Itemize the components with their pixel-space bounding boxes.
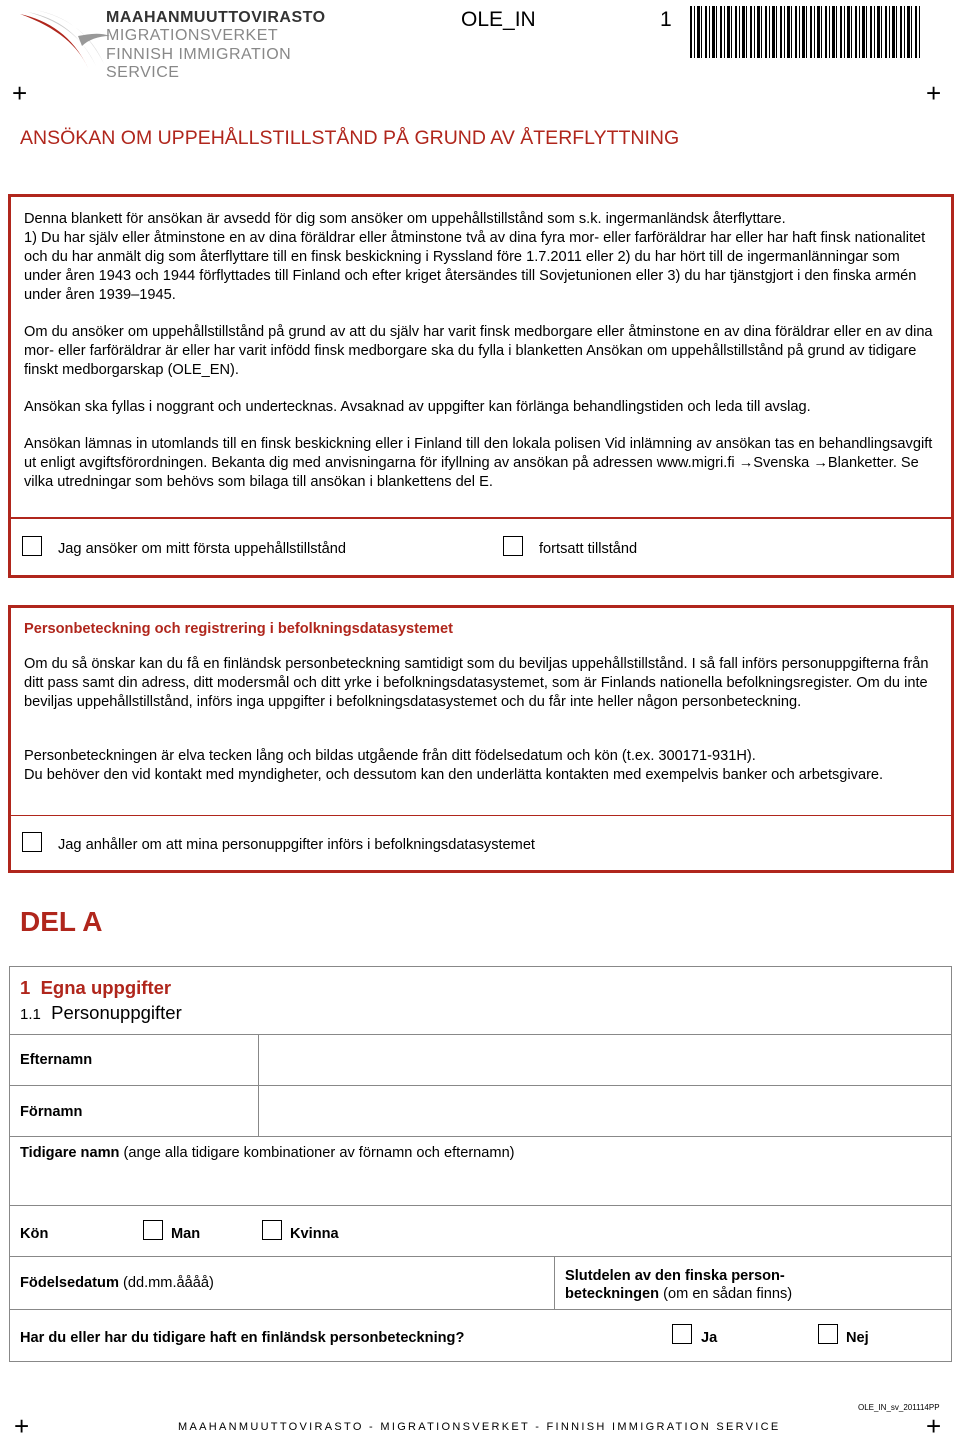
arrow-icon: →	[738, 455, 754, 471]
intro-paragraph: Ansökan ska fyllas i noggrant och undertecknas. Avsaknad av uppgifter kan förlänga behandlingstiden och leda till avslag.	[24, 399, 811, 415]
section-title: 1 Egna uppgifter	[20, 977, 172, 998]
first-name-label: Förnamn	[20, 1104, 83, 1120]
male-label: Man	[171, 1226, 201, 1242]
surname-input[interactable]	[260, 1036, 950, 1084]
barcode	[690, 6, 920, 58]
org-name-en: FINNISH IMMIGRATION SERVICE	[106, 46, 292, 81]
crop-mark-icon: +	[14, 1411, 30, 1441]
intro-paragraph: Denna blankett för ansökan är avsedd för dig som ansöker om uppehållstillstånd som s.k. ingermanländsk återflyttare. 1) Du har själv eller åtminstone en av dina föräldrar eller åtminstone två av dina fyra mor- eller farföräldrar har eller har haft finsk nationalitet och du har anmält dig som återflyttare till en finsk beskickning i Ryssland före 1.7.2011 eller 2) du har hört till de ingermanlänningar som under åren 1943 och 1944 förflyttades till Finland och efter kriget återsändes till Sovjetunionen eller 3) du har tjänstgjort i den finska armén under åren 1939–1945.	[24, 211, 926, 303]
had-pid-no-checkbox[interactable]	[818, 1324, 838, 1344]
footer-orgs: MAAHANMUUTTOVIRASTO - MIGRATIONSVERKET - FINNISH IMMIGRATION SERVICE	[178, 1421, 781, 1433]
part-heading: DEL A	[20, 906, 103, 937]
page-number: 1	[660, 8, 672, 31]
previous-names-input[interactable]	[12, 1164, 950, 1204]
migri-logo	[18, 6, 338, 81]
female-checkbox[interactable]	[262, 1220, 282, 1240]
intro-paragraph: Ansökan lämnas in utomlands till en finsk beskickning eller i Finland till den lokala polisen Vid inlämning av ansökan tas en behandlingsavgift ut enligt avgiftsförordningen. Bekanta dig med anvisningarna för ifyllning av ansökan på adressen www.migri.fi →Svenska →Blanketter. Se vilka utredningar som behövs som bilaga till ansökan i blankettens del E.	[24, 436, 933, 490]
intro-divider	[11, 517, 951, 519]
had-pid-yes-checkbox[interactable]	[672, 1324, 692, 1344]
had-pid-question: Har du eller har du tidigare haft en finländsk personbeteckning?	[20, 1330, 465, 1346]
subsection-title: 1.1 Personuppgifter	[20, 1002, 182, 1023]
page-title: ANSÖKAN OM UPPEHÅLLSTILLSTÅND PÅ GRUND AV ÅTERFLYTTNING	[20, 127, 680, 149]
personal-id-divider	[11, 815, 951, 816]
male-checkbox[interactable]	[143, 1220, 163, 1240]
first-name-input[interactable]	[260, 1087, 950, 1135]
sex-label: Kön	[20, 1226, 49, 1242]
bird-logo-icon	[18, 6, 113, 72]
form-code: OLE_IN	[461, 8, 536, 31]
org-name-fi: MAAHANMUUTTOVIRASTO	[106, 9, 326, 26]
first-permit-label: Jag ansöker om mitt första uppehållstillstånd	[58, 541, 346, 557]
had-pid-yes-label: Ja	[701, 1330, 718, 1346]
link-blanketter[interactable]: Blanketter	[827, 455, 893, 471]
final-pid-input[interactable]	[800, 1258, 950, 1308]
personal-id-text: Personbeteckningen är elva tecken lång och bildas utgående från ditt födelsedatum och kön (t.ex. 300171-931H). Du behöver den vid kontakt med myndigheter, och dessutom kan den underlätta kontakten med exempelvis banker och arbetsgivare.	[24, 748, 884, 783]
intro-paragraph: Om du ansöker om uppehållstillstånd på grund av att du själv har varit finsk medborgare eller åtminstone en av dina föräldrar eller en av dina mor- eller farföräldrar är eller har varit infödd finsk medborgare ska du fylla i blanketten Ansökan om uppehållstillstånd på grund av tidigare finskt medborgarskap (OLE_EN).	[24, 324, 933, 378]
link-svenska[interactable]: Svenska	[753, 455, 814, 471]
had-pid-no-label: Nej	[846, 1330, 869, 1346]
female-label: Kvinna	[290, 1226, 339, 1242]
dob-input[interactable]	[230, 1258, 552, 1308]
consent-checkbox[interactable]	[22, 832, 42, 852]
footer-code: OLE_IN_sv_201114PP	[858, 1403, 940, 1412]
final-pid-label: Slutdelen av den finska person- beteckningen (om en sådan finns)	[565, 1268, 793, 1302]
arrow-icon: →	[813, 455, 828, 471]
surname-label: Efternamn	[20, 1052, 93, 1068]
dob-label: Födelsedatum (dd.mm.åååå)	[20, 1275, 214, 1291]
personal-id-heading: Personbeteckning och registrering i befolkningsdatasystemet	[24, 621, 454, 637]
continued-permit-label: fortsatt tillstånd	[539, 541, 638, 557]
personal-id-text: Om du så önskar kan du få en finländsk personbeteckning samtidigt som du beviljas uppehållstillstånd. I så fall införs personuppgifterna från ditt pass samt din adress, ditt modersmål och ditt yrke i befolkningsdatasystemet, som är Finlands nationella befolkningsregister. Om du inte beviljas uppehållstillstånd, införs inga uppgifter i befolkningsdatasystemet och du får inte heller någon personbeteckning.	[24, 656, 929, 710]
previous-names-label: Tidigare namn (ange alla tidigare kombinationer av förnamn och efternamn)	[20, 1145, 515, 1161]
org-name-sv: MIGRATIONSVERKET	[106, 27, 279, 44]
crop-mark-icon: +	[926, 1411, 942, 1441]
crop-mark-icon: +	[926, 78, 942, 108]
crop-mark-icon: +	[12, 78, 28, 108]
first-permit-checkbox[interactable]	[22, 536, 42, 556]
continued-permit-checkbox[interactable]	[503, 536, 523, 556]
personal-id-box	[8, 605, 954, 873]
consent-label: Jag anhåller om att mina personuppgifter införs i befolkningsdatasystemet	[58, 837, 535, 853]
